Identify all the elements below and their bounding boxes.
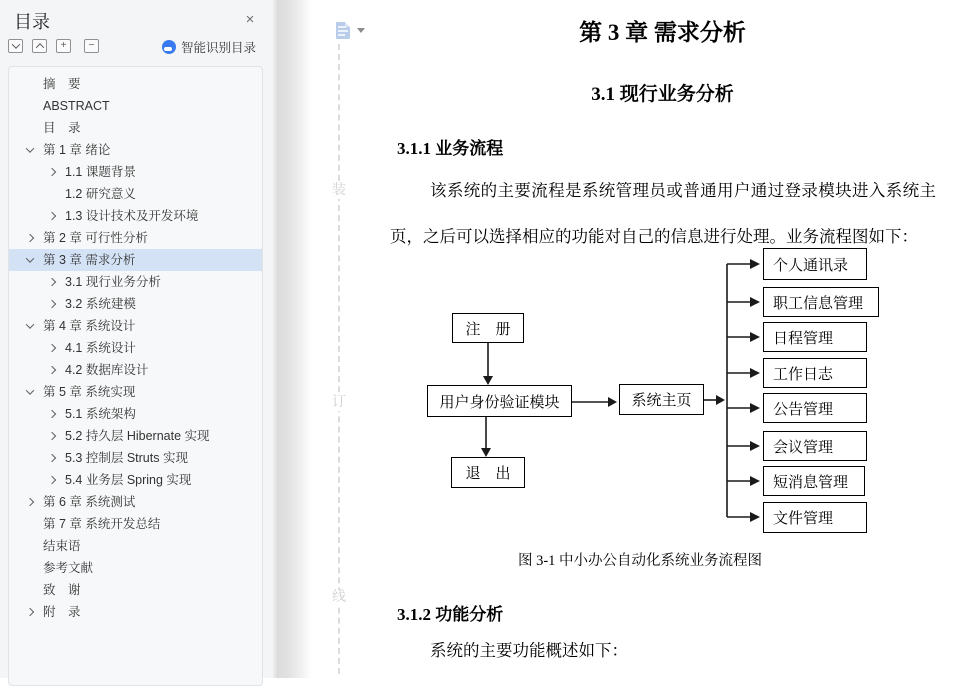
chevron-down-icon[interactable] bbox=[26, 254, 34, 262]
toc-item[interactable]: 5.3 控制层 Struts 实现 bbox=[9, 447, 262, 469]
toc-item[interactable]: 第 4 章 系统设计 bbox=[9, 315, 262, 337]
flow-node-module: 文件管理 bbox=[763, 502, 867, 533]
toc-item[interactable]: 第 7 章 系统开发总结 bbox=[43, 517, 161, 531]
annotation-doc-icon[interactable] bbox=[336, 22, 350, 39]
sub-heading-2: 3.1.2 功能分析 bbox=[397, 605, 504, 624]
chevron-down-icon[interactable] bbox=[26, 320, 34, 328]
cloud-ai-icon bbox=[162, 40, 176, 54]
toc-item[interactable]: 第 6 章 系统测试 bbox=[9, 491, 262, 513]
chevron-down-icon[interactable] bbox=[26, 386, 34, 394]
toc-item[interactable]: 1.3 设计技术及开发环境 bbox=[9, 205, 262, 227]
toc-item[interactable]: 第 2 章 可行性分析 bbox=[9, 227, 262, 249]
flow-node-module: 职工信息管理 bbox=[763, 287, 879, 317]
binding-dashed-line bbox=[338, 44, 340, 674]
flow-node-auth: 用户身份验证模块 bbox=[427, 385, 572, 417]
toc-item[interactable]: 5.1 系统架构 bbox=[9, 403, 262, 425]
chevron-right-icon[interactable] bbox=[48, 212, 56, 220]
toc-item[interactable]: 目 录 bbox=[43, 121, 81, 135]
chevron-down-icon[interactable] bbox=[26, 144, 34, 152]
chevron-right-icon[interactable] bbox=[48, 476, 56, 484]
chevron-right-icon[interactable] bbox=[48, 366, 56, 374]
chevron-right-icon[interactable] bbox=[48, 344, 56, 352]
smart-toc-label: 智能识别目录 bbox=[181, 41, 257, 55]
flow-node-module: 公告管理 bbox=[763, 393, 867, 423]
flow-node-module: 工作日志 bbox=[763, 358, 867, 388]
chevron-right-icon[interactable] bbox=[26, 498, 34, 506]
toc-item-selected[interactable]: 第 3 章 需求分析 bbox=[9, 249, 262, 271]
sub-heading-1: 3.1.1 业务流程 bbox=[397, 139, 504, 158]
jump-next-heading-button[interactable] bbox=[8, 39, 23, 53]
chevron-right-icon[interactable] bbox=[26, 608, 34, 616]
smart-toc-button[interactable] bbox=[162, 38, 256, 56]
flow-node-module: 个人通讯录 bbox=[763, 248, 867, 280]
flow-node-exit: 退 出 bbox=[451, 457, 525, 488]
jump-prev-heading-button[interactable] bbox=[32, 39, 47, 53]
sidebar-title: 目录 bbox=[14, 12, 50, 32]
binding-mark: 线 bbox=[332, 590, 346, 605]
toc-item[interactable]: 第 5 章 系统实现 bbox=[9, 381, 262, 403]
binding-mark: 装 bbox=[332, 183, 346, 198]
collapse-all-button[interactable]: − bbox=[84, 39, 99, 53]
paragraph-1: 该系统的主要流程是系统管理员或普通用户通过登录模块进入系统主页，之后可以选择相应的功能对自己的信息进行处理。业务流程图如下： bbox=[390, 181, 936, 246]
toc-item[interactable]: 第 1 章 绪论 bbox=[9, 139, 262, 161]
toc-tree bbox=[9, 73, 262, 623]
chevron-right-icon[interactable] bbox=[48, 168, 56, 176]
chevron-right-icon[interactable] bbox=[26, 234, 34, 242]
toc-item[interactable]: 参考文献 bbox=[43, 561, 94, 575]
chevron-right-icon[interactable] bbox=[48, 432, 56, 440]
chevron-right-icon[interactable] bbox=[48, 454, 56, 462]
paragraph-2: 系统的主要功能概述如下： bbox=[430, 641, 628, 660]
toc-item[interactable]: 4.1 系统设计 bbox=[9, 337, 262, 359]
panel-page-gap bbox=[273, 0, 312, 678]
chevron-right-icon[interactable] bbox=[48, 300, 56, 308]
toc-item[interactable]: 4.2 数据库设计 bbox=[9, 359, 262, 381]
binding-mark: 订 bbox=[332, 395, 346, 410]
chevron-up-icon bbox=[35, 43, 43, 51]
flow-node-module: 短消息管理 bbox=[763, 466, 865, 496]
toc-item[interactable]: 1.1 课题背景 bbox=[9, 161, 262, 183]
flow-node-register: 注 册 bbox=[452, 313, 524, 343]
chapter-title: 第 3 章 需求分析 bbox=[579, 20, 746, 45]
flow-node-module: 会议管理 bbox=[763, 431, 867, 461]
toc-item[interactable]: 3.1 现行业务分析 bbox=[9, 271, 262, 293]
chevron-right-icon[interactable] bbox=[48, 278, 56, 286]
toc-item[interactable]: 附 录 bbox=[9, 601, 262, 623]
toc-item[interactable]: 结束语 bbox=[43, 539, 81, 553]
section-heading: 3.1 现行业务分析 bbox=[591, 84, 734, 105]
figure-caption: 图 3-1 中小办公自动化系统业务流程图 bbox=[517, 553, 763, 569]
document-page bbox=[312, 0, 967, 678]
toc-item[interactable]: 5.4 业务层 Spring 实现 bbox=[9, 469, 262, 491]
toc-item[interactable]: 致 谢 bbox=[43, 583, 81, 597]
toc-item[interactable]: 3.2 系统建模 bbox=[9, 293, 262, 315]
close-icon[interactable]: × bbox=[245, 11, 255, 28]
toc-tree-panel bbox=[8, 66, 263, 686]
flow-node-home: 系统主页 bbox=[619, 384, 704, 415]
toc-item[interactable]: 1.2 研究意义 bbox=[65, 187, 136, 201]
toc-sidebar bbox=[0, 0, 273, 678]
toc-item[interactable]: 摘 要 bbox=[43, 77, 81, 91]
expand-all-button[interactable]: + bbox=[56, 39, 71, 53]
flow-node-module: 日程管理 bbox=[763, 322, 867, 352]
toc-item[interactable]: 5.2 持久层 Hibernate 实现 bbox=[9, 425, 262, 447]
chevron-down-icon bbox=[11, 40, 19, 48]
caret-down-icon[interactable] bbox=[357, 28, 365, 33]
chevron-right-icon[interactable] bbox=[48, 410, 56, 418]
toc-item[interactable]: ABSTRACT bbox=[43, 99, 110, 113]
